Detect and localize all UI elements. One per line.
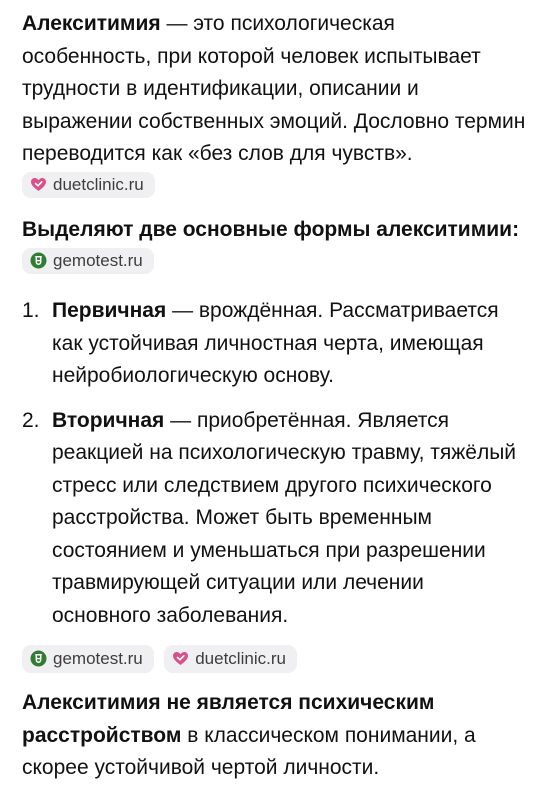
conclusion-paragraph <box>22 687 528 785</box>
conclusion-bold: Алекситимия не является психическим расстройством <box>22 691 435 747</box>
gemotest-logo-icon <box>30 650 47 667</box>
source-chip-label: duetclinic.ru <box>53 174 144 194</box>
forms-list <box>22 295 528 632</box>
source-chip-gemotest[interactable] <box>22 248 154 274</box>
heart-icon <box>30 176 47 193</box>
list-item-term: Вторичная <box>52 408 165 432</box>
source-chip-duetclinic[interactable] <box>22 172 155 198</box>
intro-paragraph <box>22 8 528 203</box>
intro-term: Алекситимия <box>22 12 161 35</box>
gemotest-logo-icon <box>30 252 47 269</box>
source-chip-label: duetclinic.ru <box>195 649 286 668</box>
source-chip-label: gemotest.ru <box>53 649 143 668</box>
intro-text: — это психологическая особенность, при которой человек испытывает трудности в идентификации, описании и выражении собственных эмоций. Дословно термин переводится как «без слов для чувств». <box>22 12 526 165</box>
list-item-number: 1. <box>22 299 40 322</box>
forms-heading-text: Выделяют две основные формы алекситимии: <box>22 218 520 241</box>
conclusion-text: в классическом понимании, а скорее устойчивой чертой личности. <box>22 723 476 779</box>
list-item-number: 2. <box>22 408 40 432</box>
list-item-text: — приобретённая. Является реакцией на психологическую травму, тяжёлый стресс или следствием другого психического расстройства. Может быть временным состоянием и уменьшаться при разрешении травмирующей ситуации или лечении основного заболевания. <box>52 408 517 627</box>
source-chip-label: gemotest.ru <box>53 250 143 270</box>
list-item-term: Первичная <box>52 299 167 322</box>
source-chip-gemotest[interactable] <box>22 645 154 673</box>
heart-icon <box>172 650 189 667</box>
sources-row <box>22 645 528 673</box>
source-chip-duetclinic[interactable] <box>164 645 297 673</box>
list-item <box>22 295 528 393</box>
list-item <box>22 405 528 633</box>
forms-heading <box>22 214 528 279</box>
list-item-text: — врождённая. Рассматривается как устойчивая личностная черта, имеющая нейробиологическую основу. <box>52 299 499 387</box>
